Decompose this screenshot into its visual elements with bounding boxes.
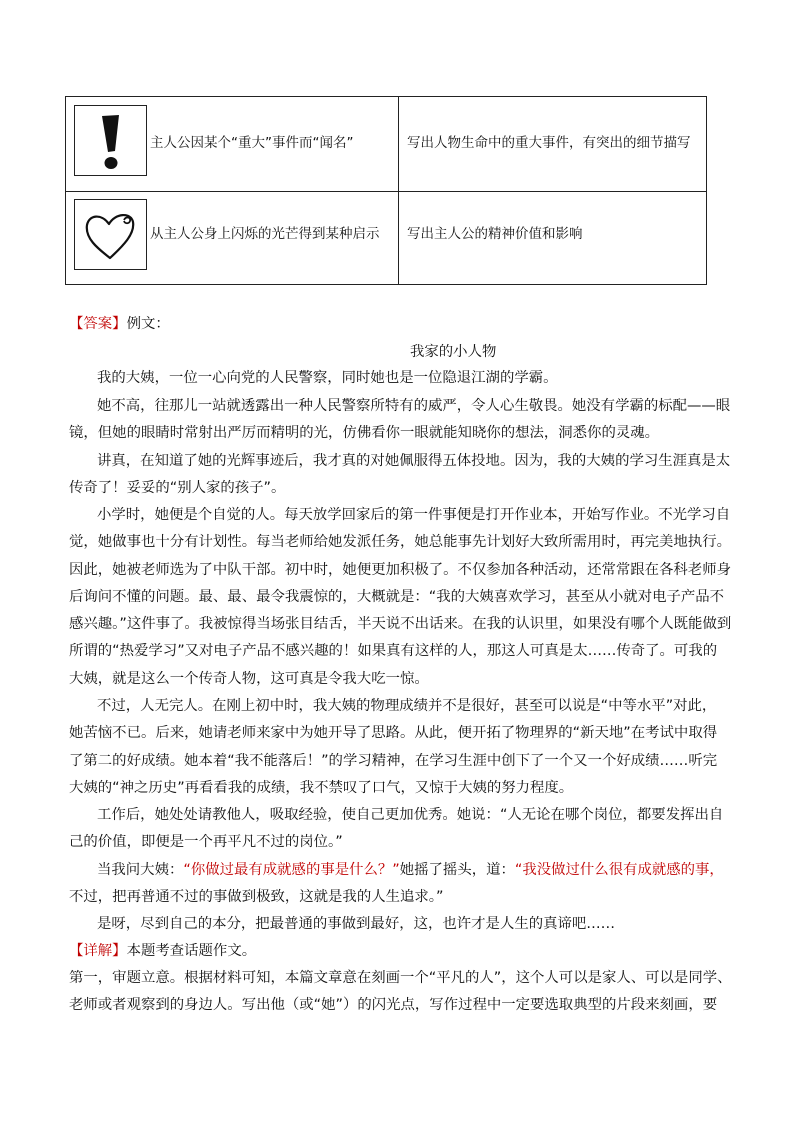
essay-line: 镜，但她的眼睛时常射出严厉而精明的光，仿佛看你一眼就能知晓你的想法，洞悉你的灵魂。 (69, 425, 660, 441)
essay-line: 了第二的好成绩。她本着“我不能落后！”的学习精神，在学习生涯中创下了一个又一个好成绩……听完 (69, 753, 718, 769)
answer-label: 例文： (126, 316, 170, 332)
essay-line: 不过，人无完人。在刚上初中时，我大姨的物理成绩并不是很好，甚至可以说是“中等水平”对此， (97, 698, 717, 714)
detail-line: 老师或者观察到的身边人。写出他（或“她”）的闪光点，写作过程中一定要选取典型的片段来刻画，要 (69, 997, 718, 1013)
heart-icon (74, 199, 147, 270)
column-divider (398, 97, 399, 284)
essay-line: 工作后，她处处请教他人，吸取经验，使自己更加优秀。她说：“人无论在哪个岗位，都要发挥出自 (97, 807, 724, 823)
essay-line: 不过，把再普通不过的事做到极致，这就是我的人生追求。” (69, 889, 444, 905)
table-cell: 从主人公身上闪烁的光芒得到某种启示 (150, 226, 380, 242)
essay-line: 后询问不懂的问题。最、最、最令我震惊的，大概就是：“我的大姨喜欢学习，甚至从小就对电子产品不 (69, 589, 725, 605)
essay-quote: “你做过最有成就感的事是什么？” (183, 862, 400, 878)
essay-quote: “我没做过什么很有成就感的事， (514, 862, 724, 878)
table-cell: 写出主人公的精神价值和影响 (407, 226, 583, 242)
essay-line: 我的大姨，一位一心向党的人民警察，同时她也是一位隐退江湖的学霸。 (97, 370, 558, 386)
essay-text: 她摇了摇头，道： (399, 862, 515, 878)
essay-line: 感兴趣。”这件事了。我被惊得当场张目结舌，半天说不出话来。在我的认识里，如果没有哪个人既能做到 (69, 616, 732, 632)
answer-heading (69, 314, 170, 334)
answer-tag: 【答案】 (69, 316, 127, 332)
essay-line: 她苦恼不已。后来，她请老师来家中为她开导了思路。从此，便开拓了物理界的“新天地”在考试中取得 (69, 725, 718, 741)
essay-line: 传奇了！妥妥的“别人家的孩子”。 (69, 480, 286, 496)
detail-tag: 【详解】 (69, 943, 127, 959)
essay-line: 是呀，尽到自己的本分，把最普通的事做到最好，这，也许才是人生的真谛吧…… (97, 916, 616, 932)
table-row (66, 97, 706, 192)
essay-line: 讲真，在知道了她的光辉事迹后，我才真的对她佩服得五体投地。因为，我的大姨的学习生涯真是太 (97, 453, 731, 469)
detail-heading (69, 941, 256, 961)
exclamation-icon (74, 105, 147, 176)
table-cell: 写出人物生命中的重大事件，有突出的细节描写 (407, 135, 691, 151)
essay-line (97, 860, 724, 880)
essay-line: 大姨，就是这么一个传奇人物，这可真是令我大吃一惊。 (69, 671, 429, 687)
detail-line: 第一，审题立意。根据材料可知，本篇文章意在刻画一个“平凡的人”，这个人可以是家人、可以是同学、 (69, 970, 732, 986)
essay-line: 小学时，她便是个自觉的人。每天放学回家后的第一件事便是打开作业本，开始写作业。不光学习自 (97, 507, 731, 523)
essay-line: 大姨的“神之历史”再看看我的成绩，我不禁叹了口气，又惊于大姨的努力程度。 (69, 780, 574, 796)
detail-text: 本题考查话题作文。 (126, 943, 257, 959)
essay-line: 所谓的“热爱学习”又对电子产品不感兴趣的！如果真有这样的人，那这人可真是太……传奇了。可我的 (69, 643, 718, 659)
essay-line: 觉，她做事也十分有计划性。每当老师给她发派任务，她总能事先计划好大致所需用时，再完美地执行。 (69, 534, 731, 550)
table-row (66, 191, 706, 285)
essay-title: 我家的小人物 (410, 344, 497, 360)
comparison-table (65, 96, 707, 285)
essay-line: 因此，她被老师选为了中队干部。初中时，她便更加积极了。不仅参加各种活动，还常常跟在各科老师身 (69, 562, 731, 578)
essay-text: 当我问大姨： (97, 862, 184, 878)
essay-line: 己的价值，即便是一个再平凡不过的岗位。” (69, 834, 343, 850)
essay-line: 她不高，往那儿一站就透露出一种人民警察所特有的威严，令人心生敬畏。她没有学霸的标配——眼 (97, 398, 731, 414)
table-cell: 主人公因某个“重大”事件而“闻名” (150, 135, 354, 151)
